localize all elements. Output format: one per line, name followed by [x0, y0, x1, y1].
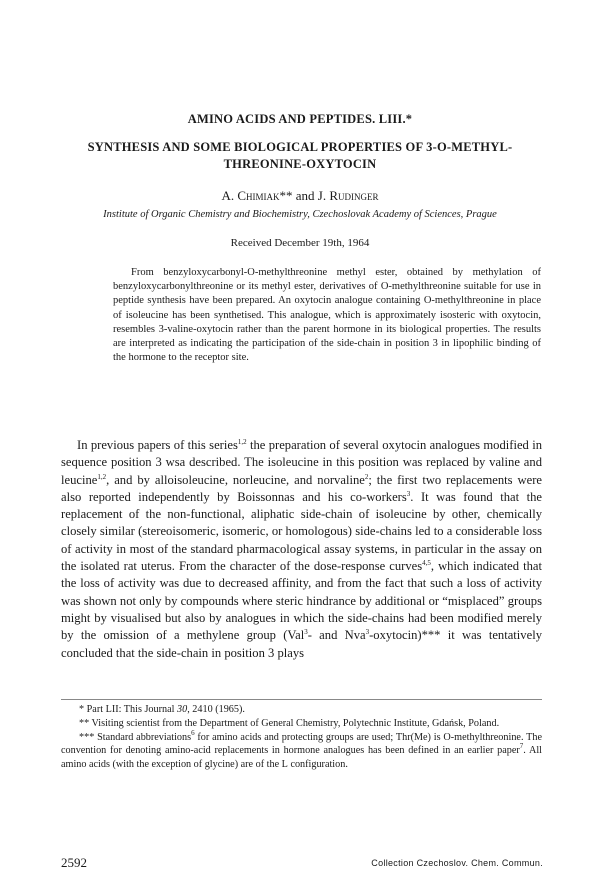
author-line	[0, 188, 600, 204]
body-text-run: In previous papers of this series	[77, 438, 238, 452]
footnote-text: configuration.	[287, 759, 348, 771]
body-text-run: -oxytocin)*** it was tentatively concluded that the side-chain in position 3 plays	[61, 628, 542, 660]
citation-ref: 2	[364, 472, 369, 481]
author1-footnote-mark: **	[279, 188, 293, 203]
citation-ref: 1,2	[97, 472, 107, 481]
citation-ref: 3	[365, 628, 370, 637]
footnote-text: . All amino acids (with the exception of glycine) are of the	[61, 745, 542, 771]
body-text-run: ; the first two replacements were also reported independently by Boissonnas and his co-workers	[61, 472, 542, 504]
footnote-text: *** Standard abbreviations	[79, 731, 192, 743]
footnote-text: for amino acids and protecting groups are used; Thr(Me) is O-methylthreonine. The convention for denoting amino-acid replacements in hormone analogues has been defined in an earlier paper	[61, 731, 542, 757]
configuration-label: L	[281, 759, 288, 771]
footnote-2: ** Visiting scientist from the Department of General Chemistry, Polytechnic Institute, Gdańsk, Poland.	[79, 717, 500, 729]
citation-ref: 4,5	[422, 559, 431, 568]
footnote-text: * Part LII: This Journal	[79, 704, 177, 715]
journal-volume: 30	[177, 704, 188, 715]
footnotes	[61, 703, 542, 772]
body-text-run: , and by alloisoleucine, norleucine, and norvaline	[106, 472, 365, 487]
page-number: 2592	[61, 855, 87, 870]
abstract: From benzyloxycarbonyl-O-methylthreonine methyl ester, obtained by methylation of benzyloxycarbonylthreonine or its methyl ester, derivatives of O-methylthreonine suitable for use in peptide synthesis have been prepared. An oxytocin analogue containing O-methylthreonine in place of isoleucine has been synthetised. This analogue, which is approximately isosteric with oxytocin, resembles 3-valine-oxytocin rather than the parent hormone in its biological properties. The results are interpreted as indicating the participation of the side-chain in position 3 in lipophilic binding of the hormone to the receptor site.	[113, 267, 541, 364]
citation-ref: 3	[304, 628, 308, 637]
body-text-run: . It was found that the replacement of the non-functional, aliphatic side-chain of isoleucine by other, chemically closely similar (stereoisomeric, isomeric, or homologous) side-chains led to a considerable loss of activity in most of the standard pharmacological assay systems, in particular in the assay on the isolated rat uterus. From the character of the dose-response curves	[61, 489, 542, 574]
footnote-1	[61, 703, 542, 717]
footnote-3	[61, 728, 542, 772]
institute-affiliation: Institute of Organic Chemistry and Biochemistry, Czechoslovak Academy of Sciences, Prague	[103, 209, 497, 220]
series-title: AMINO ACIDS AND PEPTIDES. LIII.*	[187, 112, 413, 126]
body-text-run: the preparation of several oxytocin analogues modified in sequence position 3 wsa described. The isoleucine in this position was replaced by valine and leucine	[61, 438, 542, 487]
author2-name: Rudinger	[329, 188, 379, 203]
author1-name: Chimiak	[237, 188, 280, 203]
citation-ref: 6	[191, 728, 195, 737]
footnote-divider	[61, 699, 542, 700]
author1-initial: A.	[221, 188, 238, 203]
author-connector: and J.	[292, 188, 330, 203]
body-text-run: - and Nva	[307, 628, 366, 643]
citation-ref: 7	[519, 742, 524, 751]
footnote-text: , 2410 (1965).	[187, 704, 245, 715]
journal-name: Collection Czechoslov. Chem. Commun.	[371, 858, 543, 868]
citation-ref: 3	[406, 489, 411, 498]
body-text-run: , which indicated that the loss of activity was due to decreased affinity, and from the fact that such a loss of activity was shown not only by compounds where steric hindrance by additional or “misplaced” groups might by visualised but also by analogues in which the side-chains had been modified merely by the omission of a methylene group (Val	[61, 559, 542, 643]
body-paragraph	[61, 437, 542, 662]
paper-title: SYNTHESIS AND SOME BIOLOGICAL PROPERTIES OF 3-O-METHYL-THREONINE-OXYTOCIN	[87, 140, 513, 171]
received-date: Received December 19th, 1964	[230, 237, 370, 249]
citation-ref: 1,2	[237, 438, 247, 446]
